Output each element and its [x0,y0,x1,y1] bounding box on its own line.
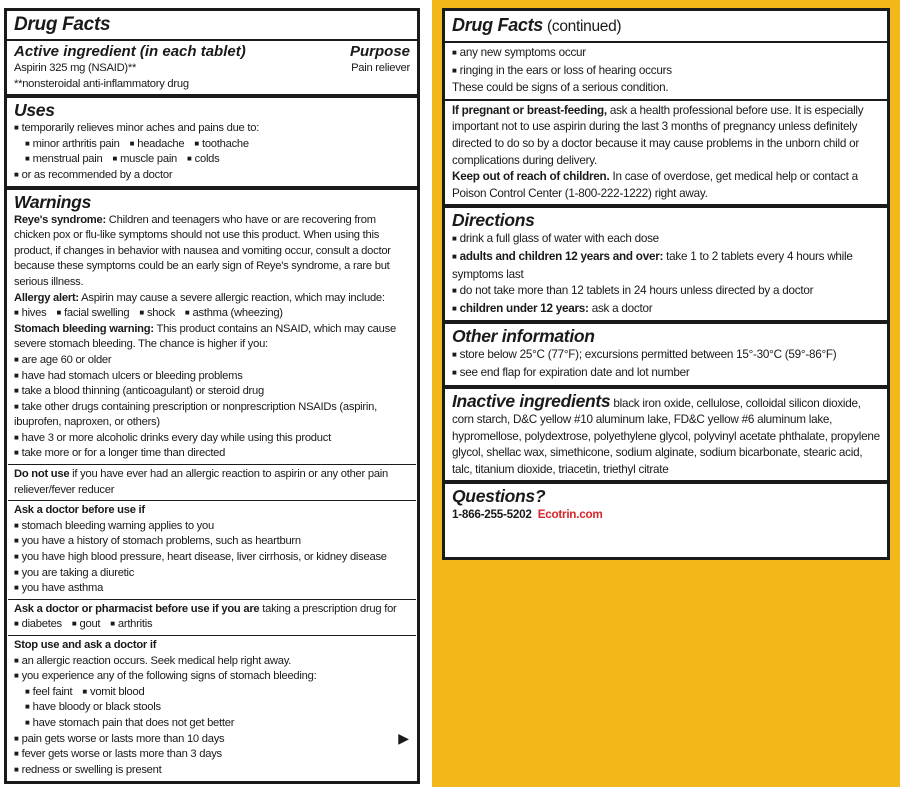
ask-doctor-item: ■ you have high blood pressure, heart disease, liver cirrhosis, or kidney disease [14,550,410,566]
active-ingredient-section [7,41,417,98]
uses-item: ■ menstrual pain [25,152,102,168]
stomach-item: ■ are age 60 or older [14,353,410,369]
drug-facts-panel-right [442,8,890,560]
questions-heading: Questions? [452,486,546,507]
continued-title-suffix: (continued) [543,18,622,35]
reye-paragraph [14,213,410,291]
uses-row-2 [14,152,410,168]
stomach-paragraph [14,322,410,353]
ask-pharmacist-text: taking a prescription drug for [259,602,397,615]
continued-item: ■ any new symptoms occur [452,45,880,63]
stomach-item: ■ have had stomach ulcers or bleeding problems [14,369,410,385]
warnings-heading: Warnings [14,191,92,212]
uses-section [7,98,417,189]
do-not-use-label: Do not use [14,468,70,481]
allergy-paragraph [14,291,410,307]
stop-sub-row [14,685,410,701]
purpose-heading: Purpose [349,43,410,60]
phone-number: 1-866-255-5202 [452,508,532,522]
drug-facts-title: Drug Facts [14,14,111,35]
ask-doctor-label: Ask a doctor before use if [14,504,145,517]
continued-title [452,13,880,39]
pregnancy-paragraph [452,103,880,169]
ask-pharmacist-item: ■ diabetes [14,617,62,633]
stop-item: ■ fever gets worse or lasts more than 3 days [14,747,410,763]
directions-adults-label: adults and children 12 years and over: [459,249,664,263]
stomach-item: ■ take other drugs containing prescription or nonprescription NSAIDs (aspirin, ibuprofen, naproxen, or others) [14,400,410,431]
inactive-paragraph [452,391,880,479]
directions-item [452,301,880,319]
allergy-items [14,306,410,322]
directions-item: ■ drink a full glass of water with each dose [452,231,880,249]
keep-out-label: Keep out of reach of children. [452,170,610,184]
ask-pharmacist-items [14,617,410,633]
uses-item: ■ headache [130,137,185,153]
warnings-section [7,190,417,781]
stop-item: ■ redness or swelling is present [14,763,410,779]
keep-out-text: In case of overdose, get medical help or contact a Poison Control Center (1-800-222-1222) right away. [452,170,858,200]
questions-section [445,484,887,526]
stomach-text: This product contains an NSAID, which may cause severe stomach bleeding. The chance is higher if you: [14,322,396,351]
pregnancy-text: ask a health professional before use. It is especially important not to use aspirin during the last 3 months of pregnancy unless definitely directed to do so by a doctor because it may cause problems in the unborn child or complications during delivery. [452,103,864,167]
stop-item: ■ an allergic reaction occurs. Seek medical help right away. [14,654,410,670]
continued-title-section [445,11,887,43]
uses-last: ■ or as recommended by a doctor [14,168,410,184]
stop-sub-item: ■ vomit blood [82,685,144,701]
continue-arrow-icon: ▶ [398,730,409,746]
ask-pharmacist-item: ■ arthritis [110,617,152,633]
ask-doctor-item: ■ you have asthma [14,581,410,597]
stop-sub-item: ■ have bloody or black stools [14,700,410,716]
other-info-item: ■ see end flap for expiration date and lot number [452,365,880,383]
stomach-item: ■ have 3 or more alcoholic drinks every day while using this product [14,431,410,447]
keep-out-paragraph [452,169,880,202]
directions-children-text: ask a doctor [588,301,653,315]
directions-section [445,208,887,324]
drug-facts-panel-left [4,8,420,784]
stomach-label: Stomach bleeding warning: [14,322,154,335]
uses-item: ■ toothache [194,137,249,153]
do-not-use [14,467,410,498]
reye-label: Reye's syndrome: [14,213,106,226]
allergy-item: ■ facial swelling [56,306,129,322]
title-section [7,11,417,41]
other-info-section [445,324,887,388]
ask-doctor-item: ■ stomach bleeding warning applies to you [14,519,410,535]
do-not-use-text: if you have ever had an allergic reaction to aspirin or any other pain reliever/fever reducer [14,468,389,496]
ask-pharmacist-item: ■ gout [72,617,100,633]
ask-doctor-item: ■ you are taking a diuretic [14,566,410,582]
uses-heading: Uses [14,100,55,121]
allergy-label: Allergy alert: [14,291,79,304]
ask-pharmacist [14,602,410,618]
directions-heading: Directions [452,210,535,231]
active-ingredient-line: Aspirin 325 mg (NSAID)** [14,62,137,74]
stop-sub-item: ■ have stomach pain that does not get better [14,716,410,732]
purpose-value: Pain reliever [351,62,410,74]
directions-item [452,249,880,283]
stomach-item: ■ take more or for a longer time than directed [14,446,410,462]
inactive-section [445,389,887,485]
continued-warnings [445,43,887,101]
website-link[interactable]: Ecotrin.com [537,508,603,522]
ask-pharmacist-label: Ask a doctor or pharmacist before use if you are [14,602,260,615]
pregnancy-section [445,101,887,209]
questions-contact [452,507,880,524]
uses-item: ■ muscle pain [112,152,177,168]
ask-doctor-item: ■ you have a history of stomach problems, such as heartburn [14,534,410,550]
allergy-text: Aspirin may cause a severe allergic reaction, which may include: [78,291,385,304]
uses-item: ■ minor arthritis pain [25,137,120,153]
allergy-item: ■ asthma (wheezing) [185,306,283,322]
stop-sub-item: ■ feel faint [25,685,72,701]
uses-row-1 [14,137,410,153]
continued-title-main: Drug Facts [452,15,544,35]
directions-children-label: children under 12 years: [459,301,589,315]
other-info-heading: Other information [452,326,595,347]
uses-item: ■ colds [187,152,219,168]
uses-intro: ■ temporarily relieves minor aches and pains due to: [14,121,410,137]
directions-adults-text: take 1 to 2 tablets every 4 hours while symptoms last [452,249,853,281]
stop-item: ■ pain gets worse or lasts more than 10 days [14,732,410,748]
allergy-item: ■ hives [14,306,46,322]
directions-item: ■ do not take more than 12 tablets in 24 hours unless directed by a doctor [452,283,880,301]
stop-item: ■ you experience any of the following signs of stomach bleeding: [14,669,410,685]
other-info-item: ■ store below 25°C (77°F); excursions permitted between 15°-30°C (59°-86°F) [452,347,880,365]
continued-note: These could be signs of a serious condition. [452,81,669,95]
stomach-item: ■ take a blood thinning (anticoagulant) or steroid drug [14,384,410,400]
nsaid-note: **nonsteroidal anti-inflammatory drug [14,77,189,90]
inactive-heading: Inactive ingredients [452,390,611,411]
reye-text: Children and teenagers who have or are recovering from chicken pox or flu-like symptoms should not use this product. When using this product, if changes in behavior with nausea and vomiting occur, consult a doctor because these symptoms could be an early sign of Reye's syndrome, a rare but serious illness. [14,213,391,288]
active-ingredient-heading: Active ingredient (in each tablet) [14,43,246,60]
continued-item: ■ ringing in the ears or loss of hearing occurs [452,63,880,81]
stop-use-label: Stop use and ask a doctor if [14,639,157,651]
pregnancy-label: If pregnant or breast-feeding, [452,103,607,117]
inactive-text: black iron oxide, cellulose, colloidal silicon dioxide, corn starch, D&C yellow #10 aluminum lake, FD&C yellow #6 aluminum lake, hypromellose, polydextrose, polyethylene glycol, polyvinyl acetate phthalate, propylene glycol, shellac wax, simethicone, sodium alginate, sodium bicarbonate, stearic acid, talc, titanium dioxide, triacetin, triethyl citrate [452,396,880,476]
allergy-item: ■ shock [139,306,175,322]
